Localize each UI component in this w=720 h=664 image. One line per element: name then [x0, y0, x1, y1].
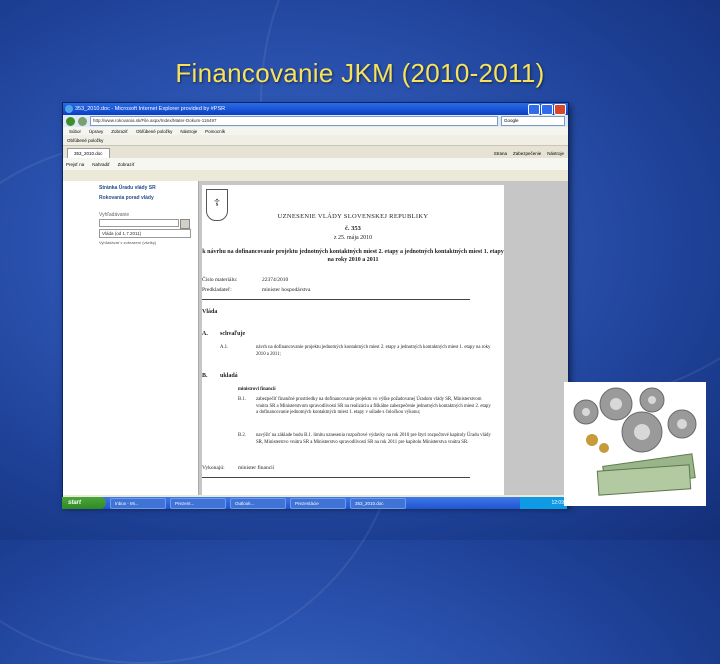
section-label: schvaľuje: [220, 331, 246, 337]
taskbar: [62, 497, 567, 509]
sidebar-brand-link[interactable]: Stránka Úradu vlády SR: [99, 185, 156, 191]
resolution-number: č. 353: [345, 225, 361, 232]
minimize-button[interactable]: [528, 104, 540, 115]
maximize-button[interactable]: [541, 104, 553, 115]
document-meta: [202, 275, 310, 295]
back-icon[interactable]: [66, 117, 75, 126]
resolution-date: z 25. mája 2010: [333, 235, 373, 241]
section-label: ukladá: [220, 373, 238, 379]
replace-button[interactable]: Nahradiť: [92, 161, 110, 167]
document-toolbar: [63, 158, 568, 170]
search-input[interactable]: Google: [501, 116, 565, 126]
meta-key: Číslo materiálu:: [202, 277, 238, 283]
tab-document[interactable]: 353_2010.doc: [67, 148, 110, 158]
meta-value: minister hospodárstva: [262, 287, 311, 293]
item-id: B.2.: [238, 433, 246, 438]
meta-value: 22374/2010: [262, 277, 289, 283]
sidebar-section-link[interactable]: Rokovania porad vlády: [99, 195, 154, 201]
section-subtitle: ministrovi financií: [238, 387, 276, 392]
close-button[interactable]: [554, 104, 566, 115]
section-letter: A.: [202, 331, 208, 337]
sidebar-search-input[interactable]: [99, 219, 179, 227]
gears-and-money-icon: [564, 382, 706, 506]
executor-value: minister financií: [238, 465, 275, 471]
coat-of-arms-icon: ☦: [206, 189, 228, 221]
browser-window: [62, 102, 569, 506]
scrollbar[interactable]: [504, 181, 526, 495]
menu-view[interactable]: Zobraziť: [111, 128, 128, 134]
tools-menu[interactable]: Nástroje: [547, 151, 564, 156]
ie-icon: [65, 105, 73, 113]
favorites-button[interactable]: Obľúbené položky: [67, 137, 104, 143]
section-letter: B.: [202, 373, 208, 379]
menu-bar: [63, 127, 568, 135]
slide-title: Financovanie JKM (2010-2011): [175, 58, 545, 88]
divider: [202, 477, 470, 478]
sidebar: [63, 181, 199, 495]
forward-icon[interactable]: [78, 117, 87, 126]
menu-edit[interactable]: Úpravy: [89, 128, 104, 134]
taskbar-item[interactable]: Prezentácie: [290, 498, 346, 509]
search-label: Vyhľadávanie: [99, 212, 130, 218]
search-scope-checkbox[interactable]: Vyhľadávať v zobrazení (všetky): [99, 240, 157, 245]
goto-button[interactable]: Prejsť na: [66, 161, 85, 167]
taskbar-item[interactable]: 353_2010.doc: [350, 498, 406, 509]
divider: [202, 299, 470, 300]
menu-file[interactable]: Súbor: [69, 128, 82, 134]
tab-bar: [63, 146, 568, 158]
menu-favorites[interactable]: Obľúbené položky: [135, 128, 173, 134]
item-text: navýšiť na základe bodu B.1. limitu uznesenia rozpočtové výdavky na rok 2010 pre štyri rozpočtové kapitoly Úradu vlády SR, Ministerstvo vnútra SR a Ministerstvo spravodlivosti SR na rok 2011 pre kapitolu Ministerstva vnútra SR.: [256, 433, 491, 445]
taskbar-clock: 12:09: [520, 497, 567, 509]
sidebar-search-button[interactable]: [180, 219, 190, 229]
favorites-bar: [63, 135, 568, 146]
menu-help[interactable]: Pomocník: [205, 128, 226, 134]
document-page: [202, 185, 504, 495]
window-titlebar[interactable]: [63, 103, 568, 115]
menu-tools[interactable]: Nástroje: [180, 128, 198, 134]
start-button[interactable]: start: [62, 497, 106, 509]
government-select[interactable]: Vláda (od 1.7.2011): [99, 229, 191, 238]
safety-menu[interactable]: Zabezpečenie: [512, 151, 542, 156]
taskbar-item[interactable]: Outlook...: [230, 498, 286, 509]
window-title: 353_2010.doc - Microsoft Internet Explorer provided by #PSR: [75, 106, 226, 112]
taskbar-item[interactable]: Prezent...: [170, 498, 226, 509]
content-area: [63, 181, 568, 495]
meta-key: Predkladateľ:: [202, 287, 232, 293]
taskbar-item[interactable]: Inbox - Mi...: [110, 498, 166, 509]
body-title: Vláda: [202, 309, 218, 315]
address-input[interactable]: http://www.rokovania.sk/File.aspx/Index/Mater-Dokum-116497: [90, 116, 498, 126]
item-id: B.1.: [238, 397, 246, 402]
page-menu[interactable]: Strana: [493, 151, 507, 156]
address-bar: [63, 115, 568, 127]
item-id: A.1.: [220, 345, 229, 350]
resolution-subject: k návrhu na dofinancovanie projektu jednotných kontaktných miest 2. etapy a jednotných kontaktných miest 1. etapy na roky 2010 a 2011: [202, 249, 504, 263]
item-text: zabezpečiť finančné prostriedky na dofinancovanie projektu vo výške požadovanej Úradom vlády SR, Ministerstvom vnútra SR a Ministerstvom spravodlivosti SR na realizáciu a fiškálne zabezpečenie jednotných kontaktných miest 2. etapy a dofinancovanie jednotných kontaktných miest 1. etapy v súlade s čoločkou výkonu;: [256, 397, 491, 416]
executor-label: Vykonajú:: [202, 465, 225, 471]
item-text: návrh na dofinancovanie projektu jednotných kontaktných miest 2. etapy a jednotných kontaktných miest 1. etapy na roky 2010 a 2011;: [256, 345, 491, 357]
view-button[interactable]: Zobraziť: [117, 161, 135, 167]
resolution-heading: UZNESENIE VLÁDY SLOVENSKEJ REPUBLIKY: [277, 213, 429, 220]
